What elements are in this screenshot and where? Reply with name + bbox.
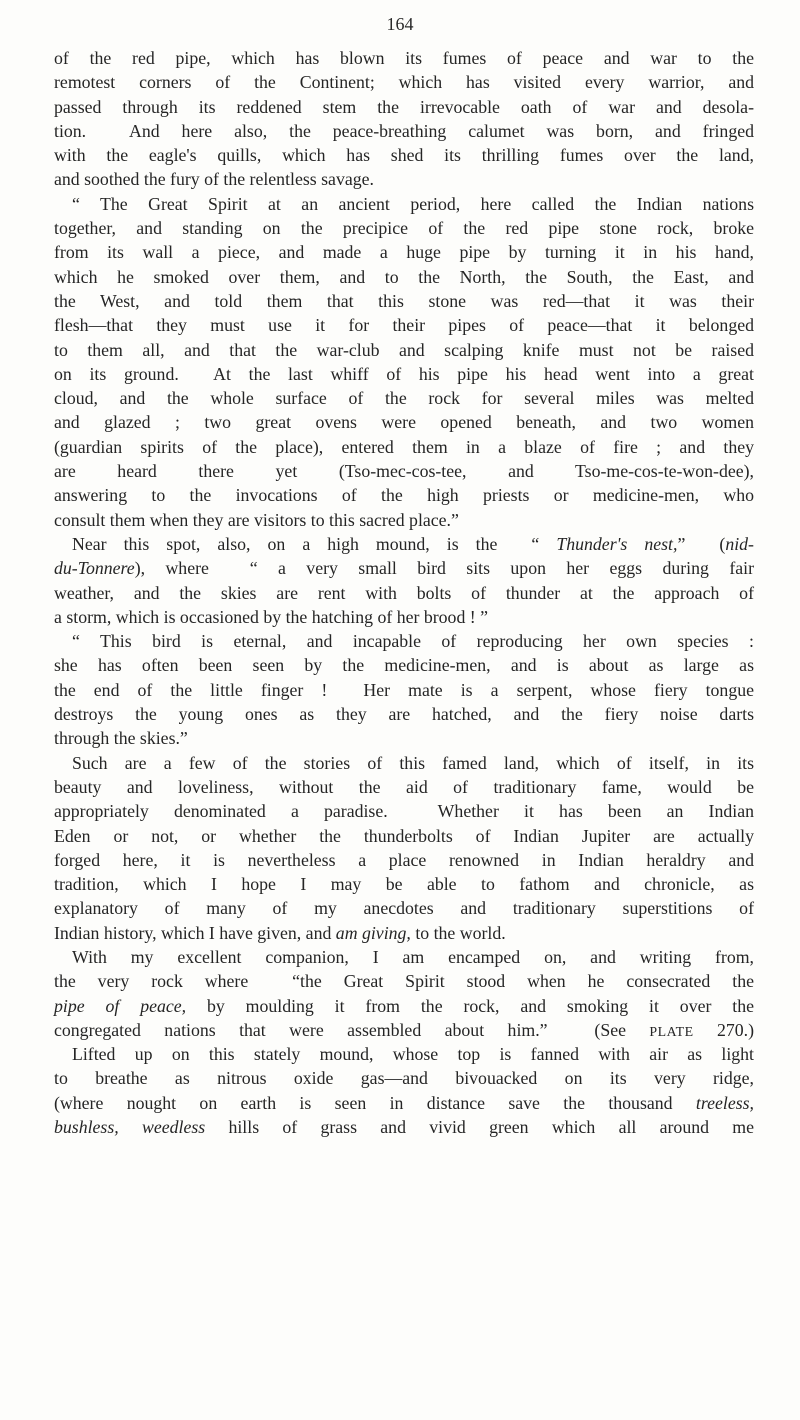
- text-segment: of the red pipe, which has blown its fumes of peace and war to the: [54, 48, 754, 68]
- text-line: [54, 216, 754, 240]
- text-segment: together, and standing on the precipice of the red pipe stone rock, broke: [54, 218, 754, 239]
- text-line: [54, 1042, 754, 1066]
- text-line: [54, 167, 754, 191]
- text-segment: tion. And here also, the peace-breathing calumet was born, and fringed: [54, 120, 754, 141]
- text-line: [54, 921, 754, 945]
- text-line: [54, 95, 754, 119]
- text-segment: the West, and told them that this stone was red—that it was their: [54, 290, 754, 311]
- text-segment: by moulding it from the rock, and smoking it over the: [186, 995, 754, 1016]
- text-line: [54, 969, 754, 993]
- text-segment: a storm, which is occasioned by the hatching of her brood ! ”: [54, 606, 489, 627]
- text-line: [54, 605, 754, 629]
- text-segment: through the skies.”: [54, 728, 188, 749]
- text-segment: With my excellent companion, I am encamped on, and writing from,: [72, 946, 754, 967]
- text-segment: forged here, it is nevertheless a place renowned in Indian heraldry and: [54, 849, 754, 870]
- body-text: [54, 46, 754, 1139]
- text-segment: Near this spot, also, on a high mound, is the “: [72, 533, 557, 554]
- text-segment: Eden or not, or whether the thunderbolts of Indian Jupiter are actually: [54, 825, 754, 846]
- text-segment: answering to the invocations of the high priests or medicine-men, who: [54, 485, 754, 506]
- text-segment: ” (: [677, 533, 726, 554]
- text-segment: are heard there yet (Tso-mec-cos-tee, and Tso-me-cos-te-won-dee),: [54, 461, 754, 482]
- text-line: [54, 726, 754, 750]
- text-line: [54, 994, 754, 1018]
- text-segment: the end of the little finger ! Her mate is a serpent, whose fiery tongue: [54, 679, 754, 700]
- text-segment: 270.): [693, 1019, 755, 1040]
- text-segment: (guardian spirits of the place), entered them in a blaze of fire ; and they: [54, 436, 754, 457]
- text-line: [54, 46, 754, 70]
- italic-text: bushless, weedless: [54, 1117, 206, 1138]
- text-line: [54, 70, 754, 94]
- text-segment: and glazed ; two great ovens were opened beneath, and two women: [54, 412, 754, 433]
- text-segment: consult them when they are visitors to this sacred place.”: [54, 509, 459, 530]
- text-segment: (where nought on earth is seen in distance save the thousand: [54, 1092, 696, 1113]
- text-segment: and soothed the fury of the relentless savage.: [54, 169, 374, 190]
- text-segment: hills of grass and vivid green which all around me: [205, 1117, 754, 1138]
- text-line: [54, 508, 754, 532]
- text-segment: to them all, and that the war-club and scalping knife must not be raised: [54, 339, 754, 360]
- text-line: [54, 702, 754, 726]
- text-segment: Such are a few of the stories of this famed land, which of itself, in its: [72, 752, 754, 773]
- text-line: [54, 751, 754, 775]
- text-line: [54, 629, 754, 653]
- italic-text: du-Tonnere: [54, 558, 135, 579]
- text-segment: congregated nations that were assembled about him.” (See: [54, 1019, 650, 1040]
- text-line: [54, 338, 754, 362]
- text-line: [54, 313, 754, 337]
- text-line: [54, 265, 754, 289]
- italic-text: nid-: [725, 533, 754, 554]
- text-line: [54, 240, 754, 264]
- text-line: [54, 556, 754, 580]
- text-line: [54, 289, 754, 313]
- text-segment: which he smoked over them, and to the North, the South, the East, and: [54, 266, 754, 287]
- text-segment: Lifted up on this stately mound, whose top is fanned with air as light: [72, 1044, 754, 1065]
- text-line: [54, 945, 754, 969]
- text-line: [54, 483, 754, 507]
- text-line: [54, 459, 754, 483]
- italic-text: treeless,: [695, 1092, 754, 1113]
- text-line: [54, 410, 754, 434]
- text-line: [54, 1115, 754, 1139]
- text-line: [54, 872, 754, 896]
- text-segment: beauty and loveliness, without the aid of traditionary fame, would be: [54, 776, 754, 797]
- text-segment: Indian history, which I have given, and: [54, 922, 336, 943]
- text-segment: the very rock where “the Great Spirit stood when he consecrated the: [54, 971, 754, 992]
- text-segment: passed through its reddened stem the irrevocable oath of war and desola-: [54, 96, 754, 117]
- text-line: [54, 896, 754, 920]
- text-segment: tradition, which I hope I may be able to fathom and chronicle, as: [54, 874, 754, 895]
- text-line: [54, 386, 754, 410]
- italic-text: am giving,: [335, 922, 411, 943]
- text-segment: flesh—that they must use it for their pipes of peace—that it belonged: [54, 315, 754, 336]
- italic-text: pipe of peace,: [54, 995, 187, 1016]
- text-line: [54, 119, 754, 143]
- text-line: [54, 848, 754, 872]
- text-line: [54, 799, 754, 823]
- text-line: [54, 362, 754, 386]
- text-segment: to breathe as nitrous oxide gas—and bivouacked on its very ridge,: [54, 1068, 754, 1089]
- text-segment: weather, and the skies are rent with bolts of thunder at the approach of: [54, 582, 754, 603]
- text-segment: to the world.: [410, 922, 506, 943]
- text-segment: “ The Great Spirit at an ancient period, here called the Indian nations: [72, 193, 754, 214]
- text-line: [54, 532, 754, 556]
- text-line: [54, 143, 754, 167]
- text-segment: destroys the young ones as they are hatched, and the fiery noise darts: [54, 704, 754, 725]
- text-segment: appropriately denominated a paradise. Whether it has been an Indian: [54, 801, 754, 822]
- text-line: [54, 653, 754, 677]
- text-segment: with the eagle's quills, which has shed its thrilling fumes over the land,: [54, 145, 754, 166]
- text-line: [54, 192, 754, 216]
- text-line: [54, 824, 754, 848]
- text-segment: explanatory of many of my anecdotes and traditionary superstitions of: [54, 898, 754, 919]
- text-segment: “ This bird is eternal, and incapable of reproducing her own species :: [72, 631, 754, 652]
- text-segment: from its wall a piece, and made a huge pipe by turning it in his hand,: [54, 242, 754, 263]
- text-segment: ), where “ a very small bird sits upon her eggs during fair: [134, 558, 754, 579]
- page-number: 164: [386, 14, 414, 34]
- text-segment: cloud, and the whole surface of the rock for several miles was melted: [54, 388, 754, 409]
- text-line: [54, 1018, 754, 1042]
- text-line: [54, 678, 754, 702]
- text-line: [54, 1091, 754, 1115]
- text-line: [54, 435, 754, 459]
- italic-text: Thunder's nest,: [556, 533, 678, 554]
- text-segment: on its ground. At the last whiff of his pipe his head went into a great: [54, 363, 754, 384]
- text-segment: she has often been seen by the medicine-men, and is about as large as: [54, 655, 754, 676]
- text-line: [54, 581, 754, 605]
- text-line: [54, 775, 754, 799]
- text-segment: remotest corners of the Continent; which has visited every warrior, and: [54, 72, 754, 93]
- text-line: [54, 1066, 754, 1090]
- small-caps-text: PLATE: [649, 1024, 694, 1040]
